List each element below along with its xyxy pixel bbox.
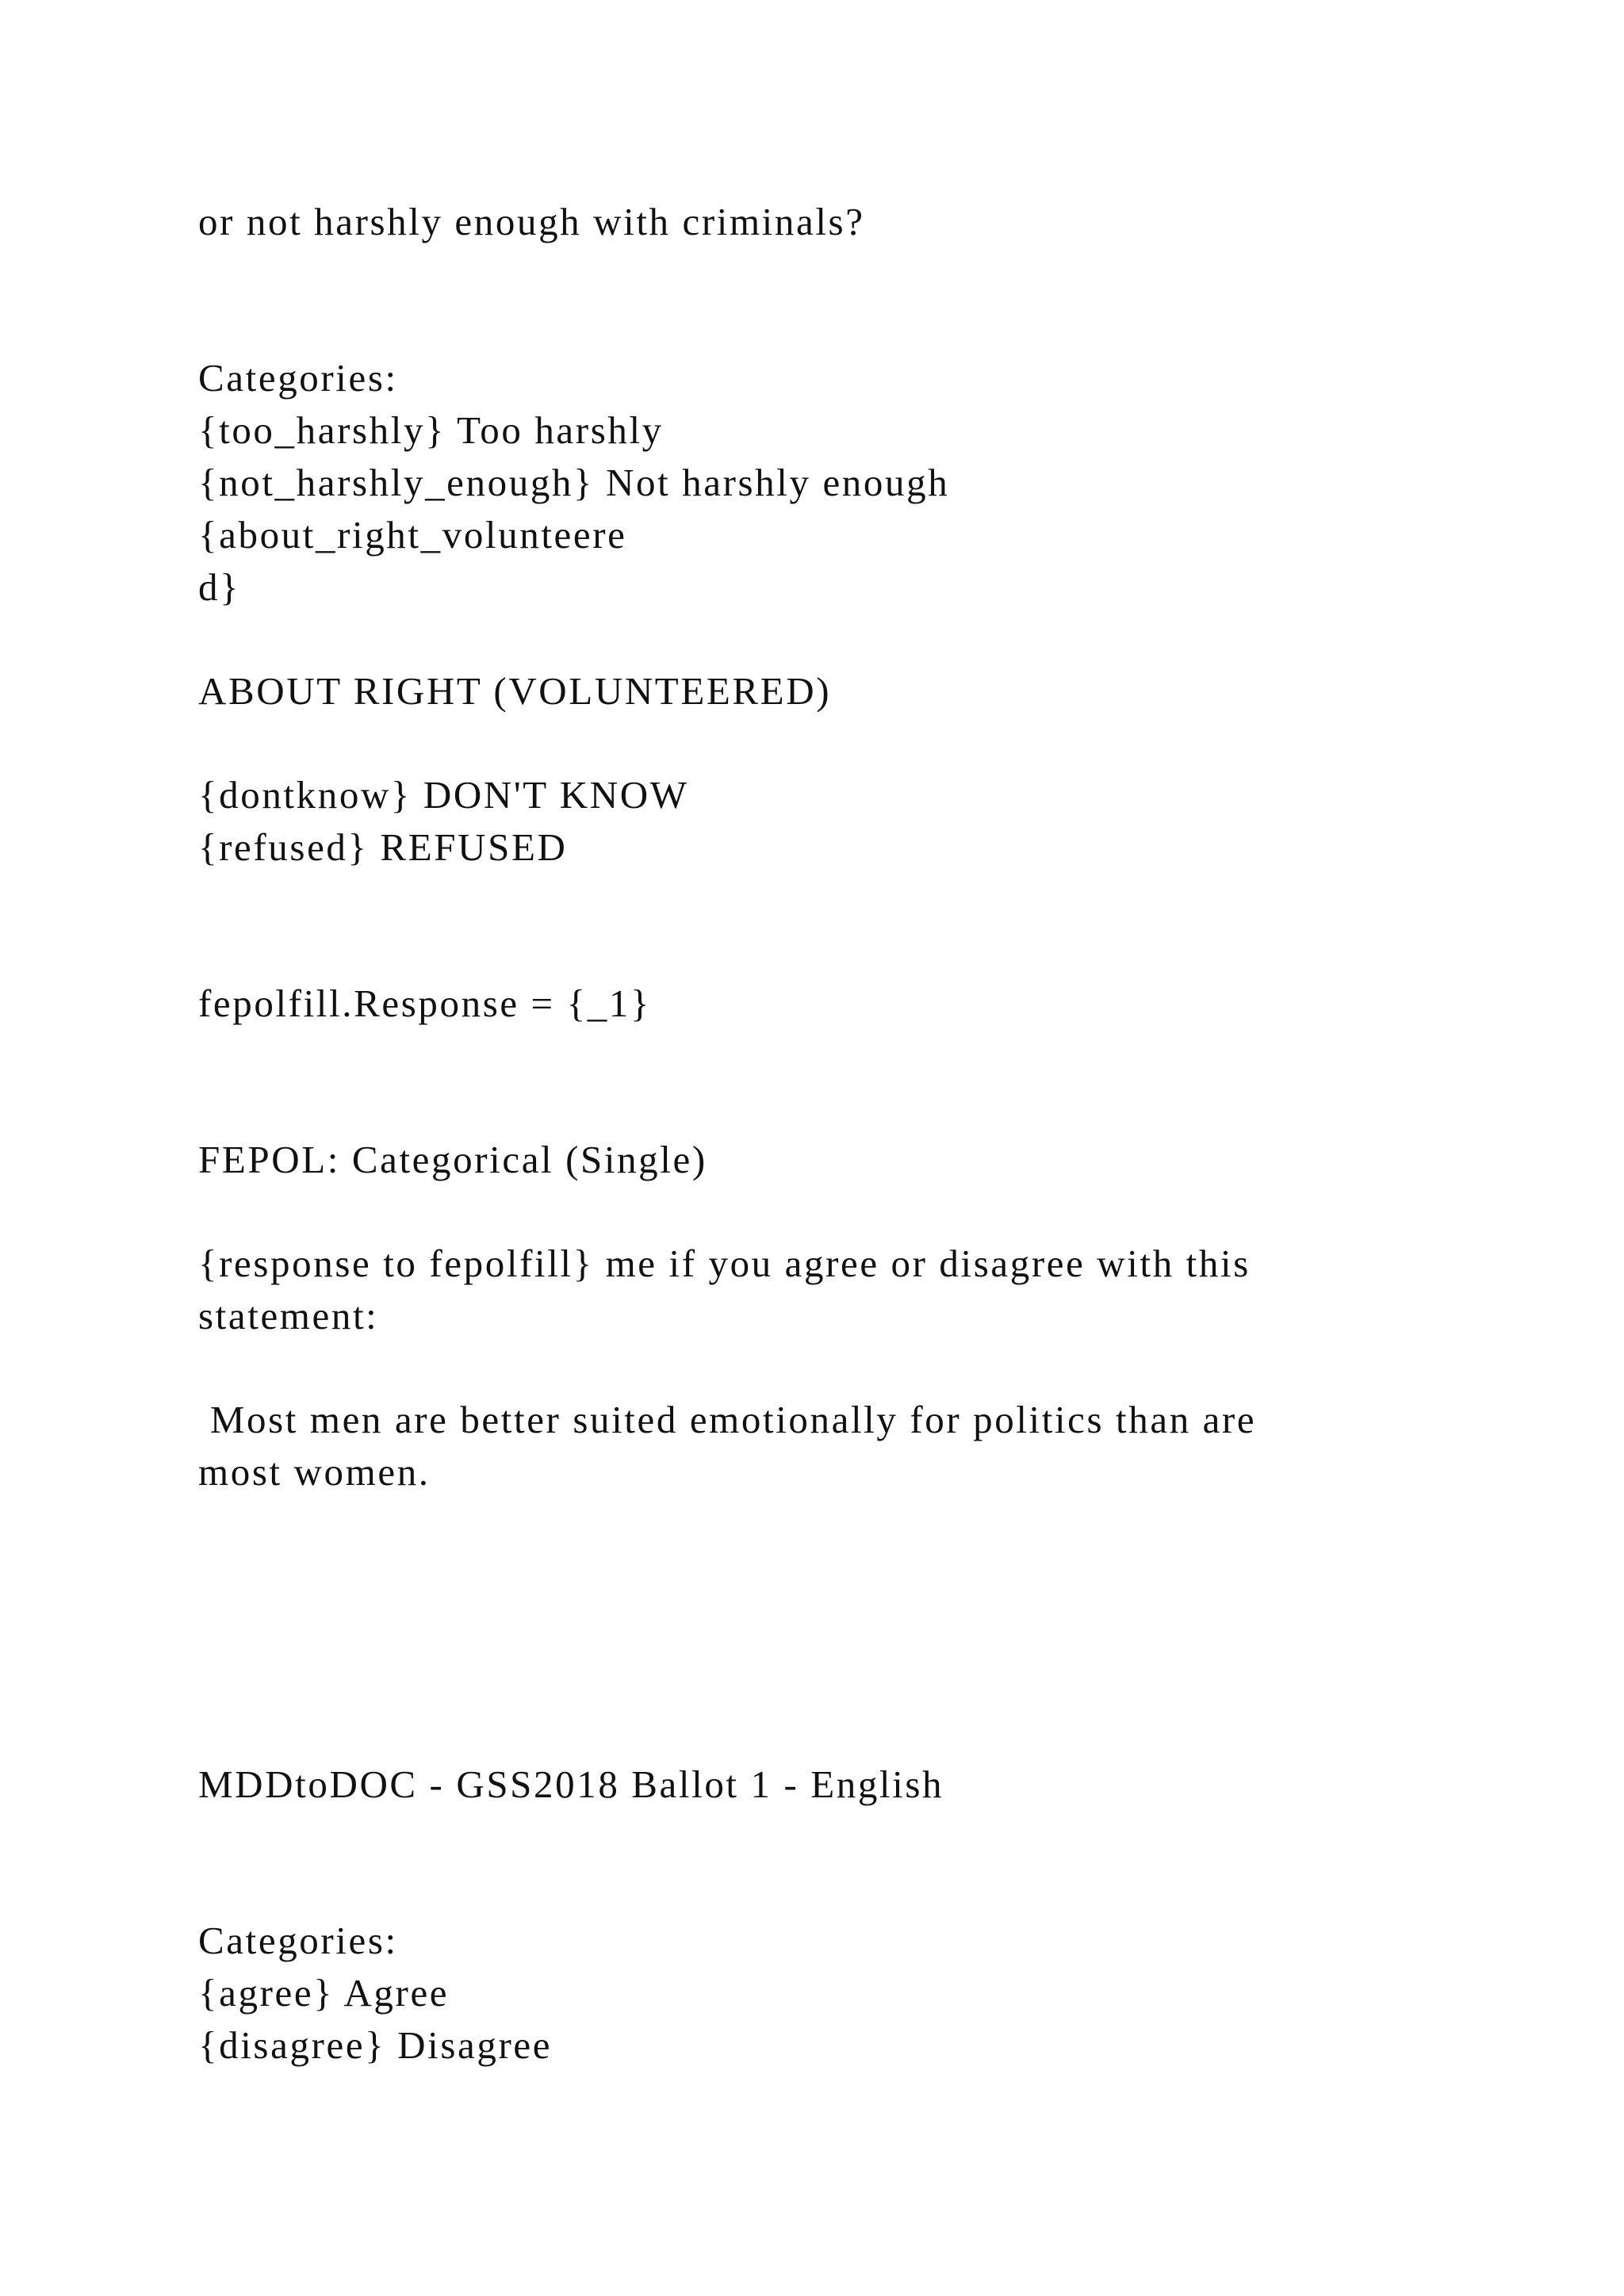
text-line: ABOUT RIGHT (VOLUNTEERED): [198, 669, 832, 713]
category-item: {dontknow} DON'T KNOW: [198, 773, 689, 817]
categories-heading: Categories:: [198, 356, 398, 400]
category-item: {agree} Agree: [198, 1971, 450, 2015]
categories-heading: Categories:: [198, 1919, 398, 1962]
category-item: {too_harshly} Too harshly: [198, 408, 664, 452]
text-line: or not harshly enough with criminals?: [198, 200, 865, 243]
category-item: {about_right_volunteere: [198, 513, 627, 557]
document-footer: MDDtoDOC - GSS2018 Ballot 1 - English: [198, 1762, 944, 1806]
statement-text: most women.: [198, 1450, 431, 1494]
question-text: statement:: [198, 1294, 379, 1337]
question-text: {response to fepolfill} me if you agree or disagree with this: [198, 1242, 1251, 1285]
text-line: fepolfill.Response = {_1}: [198, 982, 652, 1025]
category-item: {refused} REFUSED: [198, 825, 568, 869]
statement-text: Most men are better suited emotionally for politics than are: [198, 1398, 1257, 1441]
category-item-continued: d}: [198, 565, 241, 609]
question-heading: FEPOL: Categorical (Single): [198, 1138, 707, 1181]
category-item: {not_harshly_enough} Not harshly enough: [198, 461, 950, 504]
category-item: {disagree} Disagree: [198, 2023, 553, 2067]
